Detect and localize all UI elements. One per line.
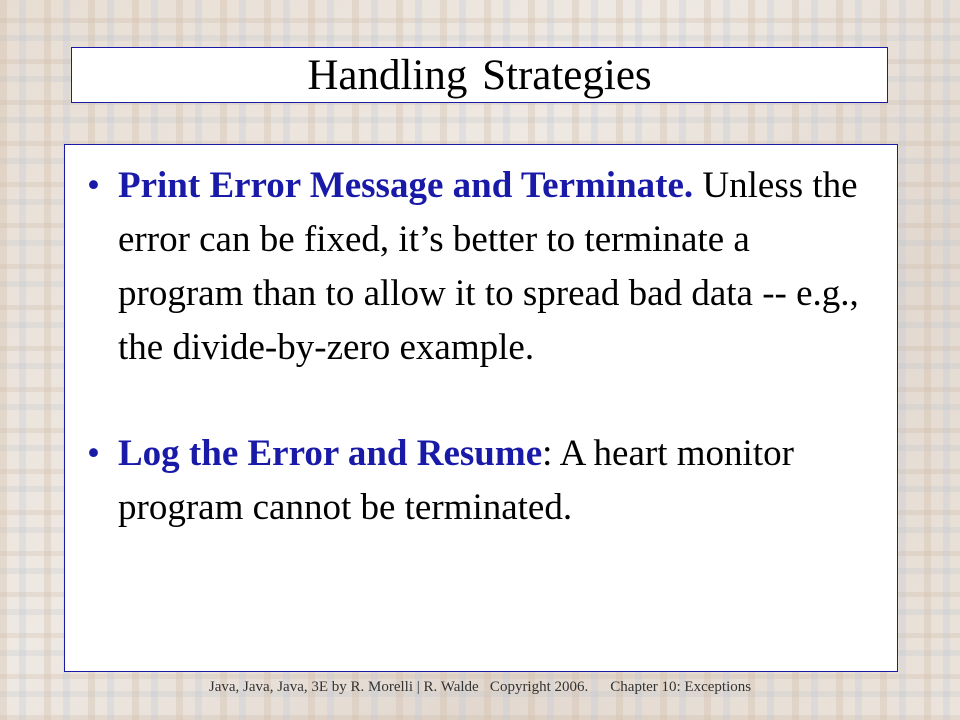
slide-content-box: [64, 144, 898, 672]
slide-title: Handling Strategies: [307, 51, 652, 99]
bullet-body: [118, 159, 877, 375]
slide-footer: [0, 679, 960, 696]
bullet-marker-icon: •: [87, 433, 100, 474]
bullet-item: [87, 427, 877, 535]
footer-credit: Java, Java, Java, 3E by R. Morelli | R. Walde Copyright 2006.: [208, 679, 589, 695]
bullet-body: [118, 427, 877, 535]
bullet-marker-icon: •: [87, 165, 100, 206]
bullet-heading: Log the Error and Resume: [118, 433, 543, 474]
slide-title-box: [71, 47, 888, 103]
bullet-item: [87, 159, 877, 375]
bullet-heading: Print Error Message and Terminate.: [118, 165, 694, 206]
footer-chapter: Chapter 10: Exceptions: [610, 679, 752, 695]
bullet-text: Unless the error can be fixed, it’s better to terminate a program than to allow it to spread bad data -- e.g., the divide-by-zero example.: [118, 165, 859, 368]
bullet-text: : A heart monitor program cannot be terminated.: [118, 433, 794, 528]
